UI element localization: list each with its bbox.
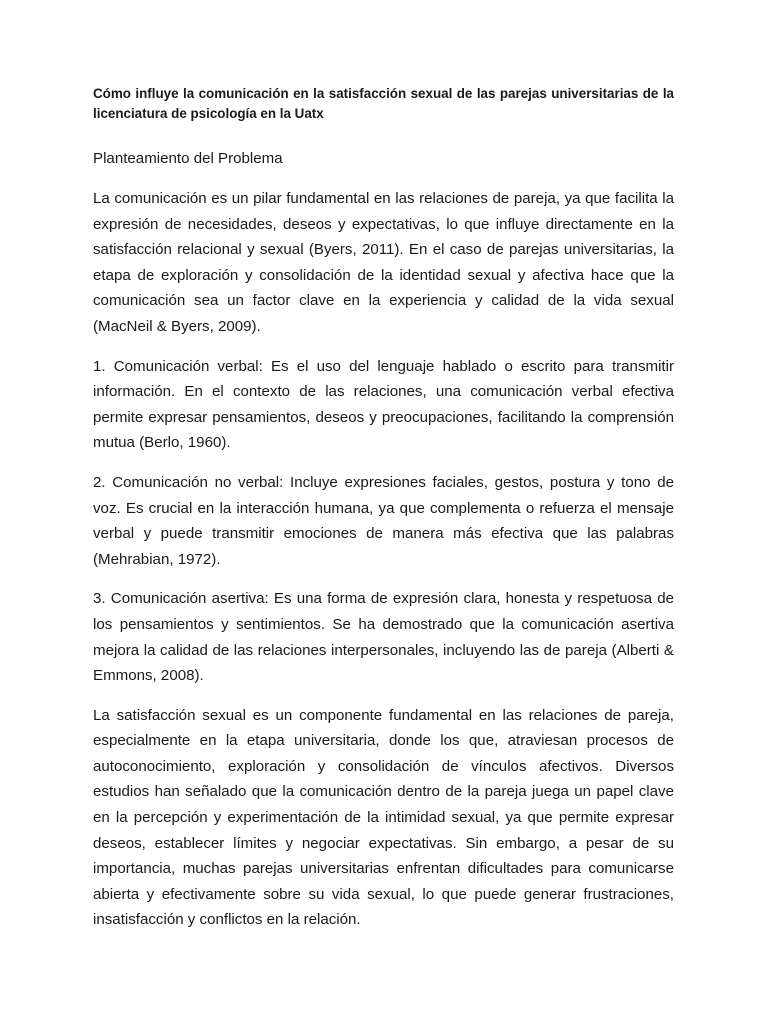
paragraph-nonverbal-communication: 2. Comunicación no verbal: Incluye expresiones faciales, gestos, postura y tono de voz. Es crucial en la interacción humana, ya que complementa o refuerza el mensaje verbal y puede transmitir emociones de manera más efectiva que las palabras (Mehrabian, 1972). [93, 473, 674, 568]
paragraph-intro: La comunicación es un pilar fundamental en las relaciones de pareja, ya que facilita la expresión de necesidades, deseos y expectativas, lo que influye directamente en la satisfacción relacional y sexual (Byers, 2011). En el caso de parejas universitarias, la etapa de exploración y consolidación de la identidad sexual y afectiva hace que la comunicación sea un factor clave en la experiencia y calidad de la vida sexual (MacNeil & Byers, 2009). [93, 190, 674, 335]
document-title: Cómo influye la comunicación en la satisfacción sexual de las parejas universitarias de la licenciatura de psicología en la Uatx [93, 86, 674, 121]
paragraph-sexual-satisfaction: La satisfacción sexual es un componente fundamental en las relaciones de pareja, especialmente en la etapa universitaria, donde los que, atraviesan procesos de autoconocimiento, exploración y consolidación de vínculos afectivos. Diversos estudios han señalado que la comunicación dentro de la pareja juega un papel clave en la percepción y experimentación de la intimidad sexual, ya que permite expresar deseos, establecer límites y negociar expectativas. Sin embargo, a pesar de su importancia, muchas parejas universitarias enfrentan dificultades para comunicarse abierta y efectivamente sobre su vida sexual, lo que puede generar frustraciones, insatisfacción y conflictos en la relación. [93, 706, 674, 929]
paragraph-assertive-communication: 3. Comunicación asertiva: Es una forma de expresión clara, honesta y respetuosa de los pensamientos y sentimientos. Se ha demostrado que la comunicación asertiva mejora la calidad de las relaciones interpersonales, incluyendo las de pareja (Alberti & Emmons, 2008). [93, 590, 674, 685]
paragraph-verbal-communication: 1. Comunicación verbal: Es el uso del lenguaje hablado o escrito para transmitir información. En el contexto de las relaciones, una comunicación verbal efectiva permite expresar pensamientos, deseos y preocupaciones, facilitando la comprensión mutua (Berlo, 1960). [93, 357, 674, 452]
document-body [93, 84, 674, 933]
section-heading: Planteamiento del Problema [93, 150, 283, 167]
